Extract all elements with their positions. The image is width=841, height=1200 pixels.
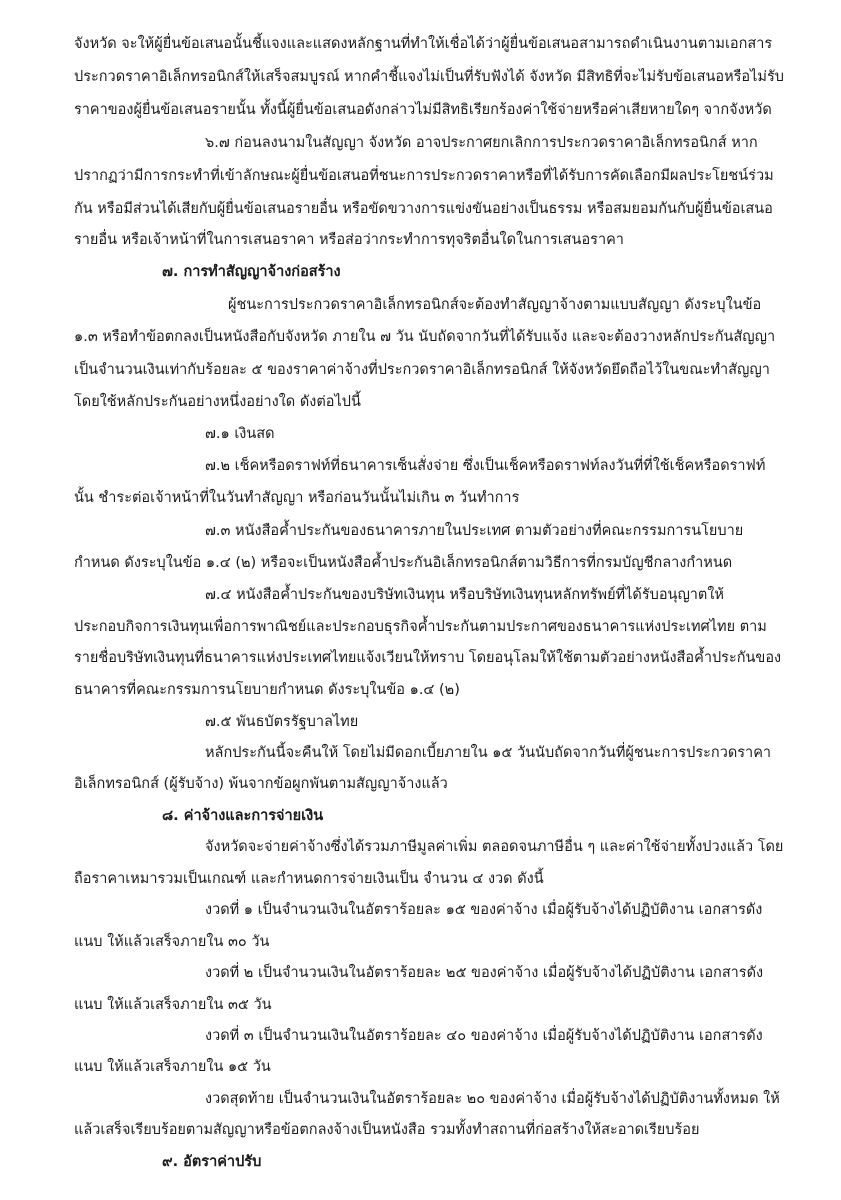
text-line: ๗.๒ เช็คหรือดราฟท์ที่ธนาคารเซ็นสั่งจ่าย ซึ่งเป็นเช็คหรือดราฟท์ลงวันที่ที่ใช้เช็คหรือดราฟท์ xyxy=(205,458,766,474)
text-line: ประกอบกิจการเงินทุนเพื่อการพาณิชย์และประกอบธุรกิจค้ำประกันตามประกาศของธนาคารแห่งประเทศไทย ตาม xyxy=(74,619,767,635)
text-line: ๗.๓ หนังสือค้ำประกันของธนาคารภายในประเทศ ตามตัวอย่างที่คณะกรรมการนโยบาย xyxy=(205,523,744,539)
text-line: ๖.๗ ก่อนลงนามในสัญญา จังหวัด อาจประกาศยกเลิกการประกวดราคาอิเล็กทรอนิกส์ หาก xyxy=(205,135,758,151)
text-line: รายอื่น หรือเจ้าหน้าที่ในการเสนอราคา หรือส่อว่ากระทำการทุจริตอื่นใดในการเสนอราคา xyxy=(74,232,624,248)
text-line: จังหวัด จะให้ผู้ยื่นข้อเสนอนั้นชี้แจงและแสดงหลักฐานที่ทำให้เชื่อได้ว่าผู้ยื่นข้อเสนอสามารถดำเนินงานตามเอกสาร xyxy=(74,36,773,52)
section-heading-7: ๗. การทำสัญญาจ้างก่อสร้าง xyxy=(162,264,341,280)
text-line: ๗.๑ เงินสด xyxy=(205,426,275,442)
text-line: ประกวดราคาอิเล็กทรอนิกส์ให้เสร็จสมบูรณ์ หากคำชี้แจงไม่เป็นที่รับฟังได้ จังหวัด มีสิทธิที่จะไม่รับข้อเสนอหรือไม่รับ xyxy=(74,69,784,85)
text-line: งวดสุดท้าย เป็นจำนวนเงินในอัตราร้อยละ ๒๐ ของค่าจ้าง เมื่อผู้รับจ้างได้ปฏิบัติงานทั้งหมด ให้ xyxy=(205,1091,780,1107)
text-line: ๑.๓ หรือทำข้อตกลงเป็นหนังสือกับจังหวัด ภายใน ๗ วัน นับถัดจากวันที่ได้รับแจ้ง และจะต้องวางหลักประกันสัญญา xyxy=(74,329,776,345)
text-line: งวดที่ ๑ เป็นจำนวนเงินในอัตราร้อยละ ๑๕ ของค่าจ้าง เมื่อผู้รับจ้างได้ปฏิบัติงาน เอกสารดัง xyxy=(205,902,763,918)
text-line: นั้น ชำระต่อเจ้าหน้าที่ในวันทำสัญญา หรือก่อนวันนั้นไม่เกิน ๓ วันทำการ xyxy=(74,490,520,506)
text-line: ถือราคาเหมารวมเป็นเกณฑ์ และกำหนดการจ่ายเงินเป็น จำนวน ๔ งวด ดังนี้ xyxy=(74,871,544,887)
text-line: กัน หรือมีส่วนได้เสียกับผู้ยื่นข้อเสนอรายอื่น หรือขัดขวางการแข่งขันอย่างเป็นธรรม หรือสมยอมกันกับผู้ยื่นข้อเสนอ xyxy=(74,201,773,217)
text-line: เป็นจำนวนเงินเท่ากับร้อยละ ๕ ของราคาค่าจ้างที่ประกวดราคาอิเล็กทรอนิกส์ ให้จังหวัดยึดถือไว้ในขณะทำสัญญา xyxy=(74,362,770,378)
text-line: ราคาของผู้ยื่นข้อเสนอรายนั้น ทั้งนี้ผู้ยื่นข้อเสนอดังกล่าวไม่มีสิทธิเรียกร้องค่าใช้จ่ายหรือค่าเสียหายใดๆ จากจังหวัด xyxy=(74,102,772,118)
text-line: แล้วเสร็จเรียบร้อยตามสัญญาหรือข้อตกลงจ้างเป็นหนังสือ รวมทั้งทำสถานที่ก่อสร้างให้สะอาดเรียบร้อย xyxy=(74,1122,700,1138)
text-line: ๗.๕ พันธบัตรรัฐบาลไทย xyxy=(205,714,359,730)
section-heading-8: ๘. ค่าจ้างและการจ่ายเงิน xyxy=(162,808,324,824)
text-line: แนบ ให้แล้วเสร็จภายใน ๓๕ วัน xyxy=(74,997,272,1013)
text-line: แนบ ให้แล้วเสร็จภายใน ๓๐ วัน xyxy=(74,934,270,950)
text-line: ธนาคารที่คณะกรรมการนโยบายกำหนด ดังระบุในข้อ ๑.๔ (๒) xyxy=(74,682,460,698)
text-line: แนบ ให้แล้วเสร็จภายใน ๑๕ วัน xyxy=(74,1059,271,1075)
text-line: โดยใช้หลักประกันอย่างหนึ่งอย่างใด ดังต่อไปนี้ xyxy=(74,394,361,410)
text-line: รายชื่อบริษัทเงินทุนที่ธนาคารแห่งประเทศไทยแจ้งเวียนให้ทราบ โดยอนุโลมให้ใช้ตามตัวอย่างหนังสือค้ำประกันของ xyxy=(74,650,782,666)
section-heading-9: ๙. อัตราค่าปรับ xyxy=(162,1154,262,1170)
text-line: ผู้ชนะการประกวดราคาอิเล็กทรอนิกส์จะต้องทำสัญญาจ้างตามแบบสัญญา ดังระบุในข้อ xyxy=(228,297,762,313)
text-line: งวดที่ ๒ เป็นจำนวนเงินในอัตราร้อยละ ๒๕ ของค่าจ้าง เมื่อผู้รับจ้างได้ปฏิบัติงาน เอกสารดัง xyxy=(205,965,764,981)
text-line: ปรากฏว่ามีการกระทำที่เข้าลักษณะผู้ยื่นข้อเสนอที่ชนะการประกวดราคาหรือที่ได้รับการคัดเลือกมีผลประโยชน์ร่วม xyxy=(74,168,774,184)
text-line: อิเล็กทรอนิกส์ (ผู้รับจ้าง) พ้นจากข้อผูกพันตามสัญญาจ้างแล้ว xyxy=(74,776,448,792)
text-line: จังหวัดจะจ่ายค่าจ้างซึ่งได้รวมภาษีมูลค่าเพิ่ม ตลอดจนภาษีอื่น ๆ และค่าใช้จ่ายทั้งปวงแล้ว โดย xyxy=(205,839,784,855)
text-line: ๗.๔ หนังสือค้ำประกันของบริษัทเงินทุน หรือบริษัทเงินทุนหลักทรัพย์ที่ได้รับอนุญาตให้ xyxy=(205,587,724,603)
text-line: กำหนด ดังระบุในข้อ ๑.๔ (๒) หรือจะเป็นหนังสือค้ำประกันอิเล็กทรอนิกส์ตามวิธีการที่กรมบัญชีกลางกำหนด xyxy=(74,555,733,571)
text-line: หลักประกันนี้จะคืนให้ โดยไม่มีดอกเบี้ยภายใน ๑๕ วันนับถัดจากวันที่ผู้ชนะการประกวดราคา xyxy=(205,745,772,761)
text-line: งวดที่ ๓ เป็นจำนวนเงินในอัตราร้อยละ ๔๐ ของค่าจ้าง เมื่อผู้รับจ้างได้ปฏิบัติงาน เอกสารดัง xyxy=(205,1028,763,1044)
